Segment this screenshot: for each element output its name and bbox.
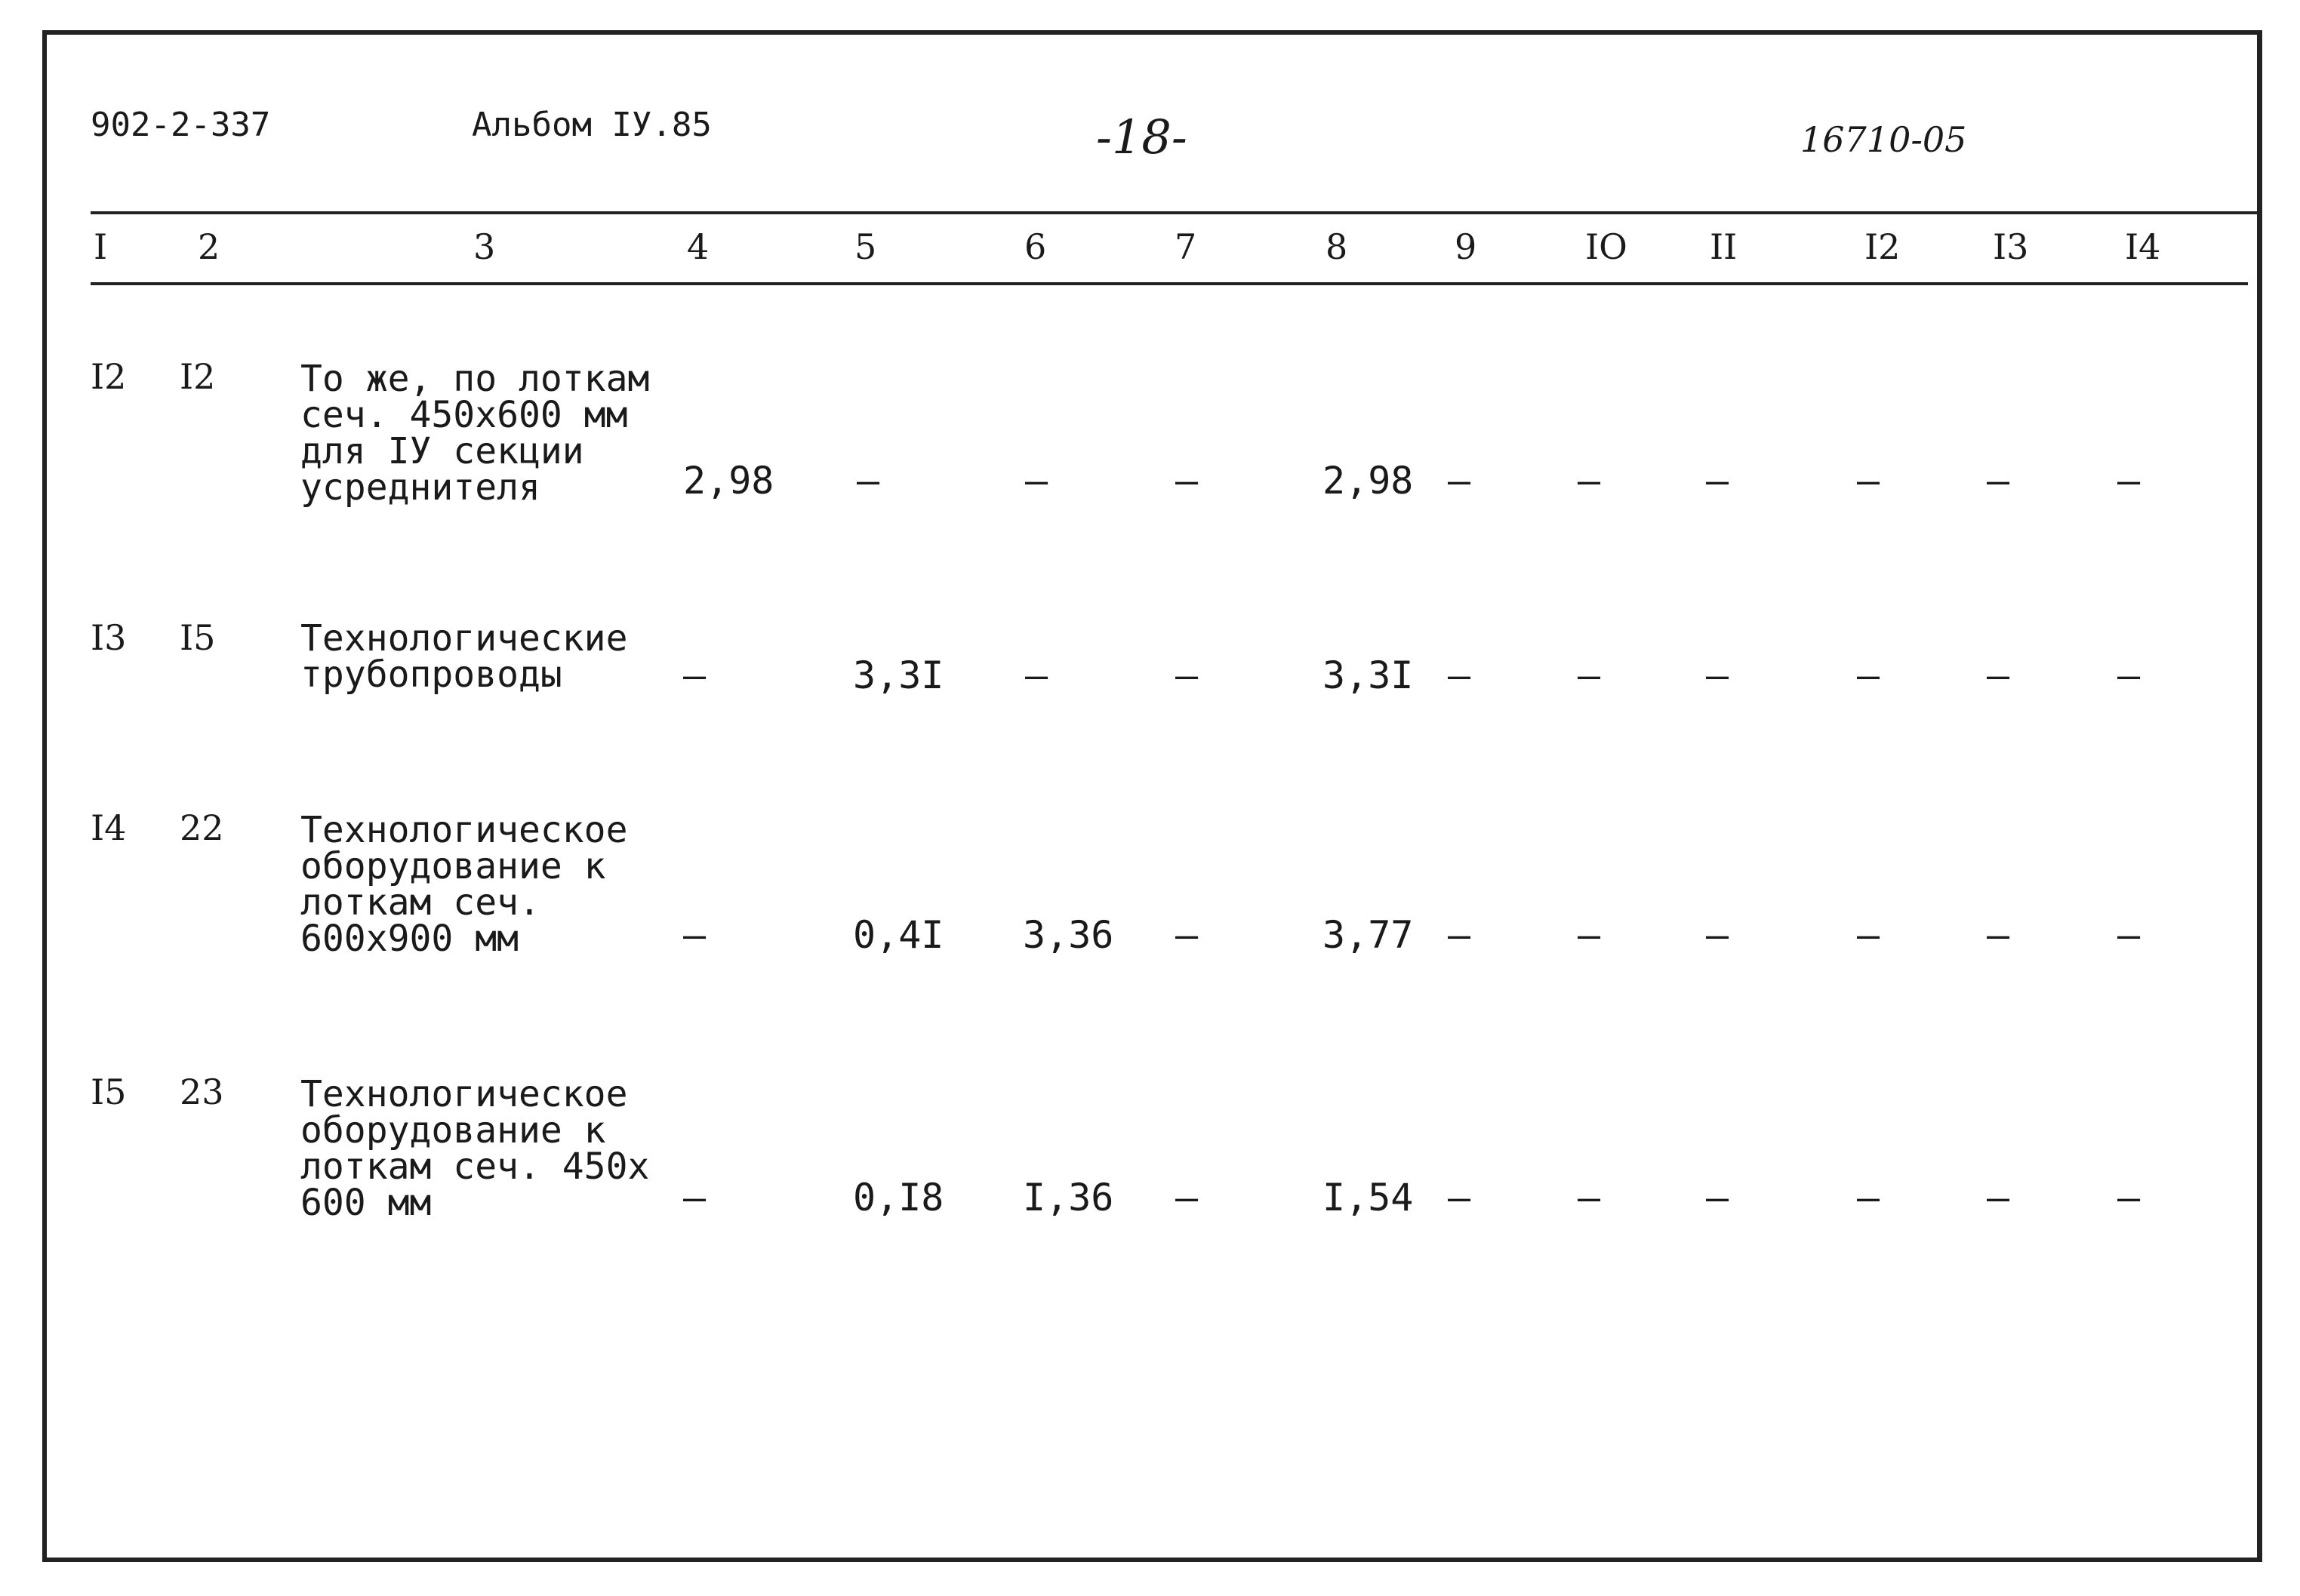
cell-col9: – (1448, 1176, 1471, 1219)
cell-col13: – (1987, 459, 2010, 503)
cell-col5: 0,4I (853, 913, 944, 957)
column-number: II (1710, 226, 1738, 267)
cell-col6: – (1025, 459, 1048, 503)
column-number: I3 (1993, 226, 2029, 267)
cell-col9: – (1448, 913, 1471, 957)
cell-col9: – (1448, 459, 1471, 503)
cell-col10: – (1578, 1176, 1601, 1219)
column-number: I (94, 226, 108, 267)
cell-col6: 3,36 (1023, 913, 1114, 957)
row-position: I5 (180, 617, 216, 658)
cell-col12: – (1857, 1176, 1880, 1219)
cell-col7: – (1175, 459, 1199, 503)
cell-col4: 2,98 (683, 459, 774, 503)
cell-col6: – (1025, 653, 1048, 697)
cell-col8: I,54 (1322, 1176, 1414, 1219)
cell-col13: – (1987, 653, 2010, 697)
cell-col9: – (1448, 653, 1471, 697)
cell-col10: – (1578, 459, 1601, 503)
column-number: IO (1585, 226, 1627, 267)
row-description: То же, по лоткам сеч. 450х600 мм для IУ секции усреднителя (300, 358, 650, 509)
column-number: I4 (2125, 226, 2161, 267)
row-number: I5 (91, 1072, 127, 1112)
cell-col5: – (857, 459, 880, 503)
cell-col12: – (1857, 653, 1880, 697)
cell-col5: 0,I8 (853, 1176, 944, 1219)
cell-col4: – (683, 653, 707, 697)
column-number: 5 (854, 226, 877, 267)
page-frame (42, 30, 2262, 1562)
cell-col11: – (1706, 459, 1729, 503)
column-number: 4 (687, 226, 710, 267)
cell-col12: – (1857, 459, 1880, 503)
cell-col4: – (683, 913, 707, 957)
cell-col13: – (1987, 1176, 2010, 1219)
cell-col8: 3,3I (1322, 653, 1414, 697)
row-description: Технологическое оборудование к лоткам сеч. 600х900 мм (300, 809, 628, 960)
column-number: 9 (1455, 226, 1477, 267)
cell-col7: – (1175, 1176, 1199, 1219)
cell-col14: – (2117, 913, 2141, 957)
row-number: I4 (91, 807, 127, 848)
page-number: -18- (1096, 109, 1187, 165)
row-position: 22 (180, 807, 224, 848)
header-top-rule (91, 211, 2257, 214)
column-number: 2 (198, 226, 220, 267)
column-number: 6 (1024, 226, 1047, 267)
cell-col11: – (1706, 653, 1729, 697)
cell-col11: – (1706, 1176, 1729, 1219)
cell-col11: – (1706, 913, 1729, 957)
row-description: Технологическое оборудование к лоткам сеч. 450х 600 мм (300, 1073, 650, 1224)
header-bottom-rule (91, 282, 2248, 285)
cell-col14: – (2117, 653, 2141, 697)
cell-col12: – (1857, 913, 1880, 957)
cell-col7: – (1175, 653, 1199, 697)
column-number: I2 (1864, 226, 1901, 267)
cell-col14: – (2117, 1176, 2141, 1219)
document-code: 902-2-337 (91, 106, 271, 144)
album-label: Альбом IУ.85 (472, 106, 712, 144)
row-description: Технологические трубопроводы (300, 617, 628, 696)
cell-col8: 2,98 (1322, 459, 1414, 503)
cell-col10: – (1578, 913, 1601, 957)
cell-col10: – (1578, 653, 1601, 697)
row-position: 23 (180, 1072, 224, 1112)
row-position: I2 (180, 356, 216, 397)
inventory-number: 16710-05 (1800, 119, 1967, 160)
cell-col13: – (1987, 913, 2010, 957)
column-number: 7 (1175, 226, 1197, 267)
cell-col5: 3,3I (853, 653, 944, 697)
column-number: 8 (1326, 226, 1348, 267)
cell-col14: – (2117, 459, 2141, 503)
row-number: I2 (91, 356, 127, 397)
cell-col8: 3,77 (1322, 913, 1414, 957)
cell-col6: I,36 (1023, 1176, 1114, 1219)
column-number: 3 (473, 226, 496, 267)
cell-col7: – (1175, 913, 1199, 957)
cell-col4: – (683, 1176, 707, 1219)
row-number: I3 (91, 617, 127, 658)
